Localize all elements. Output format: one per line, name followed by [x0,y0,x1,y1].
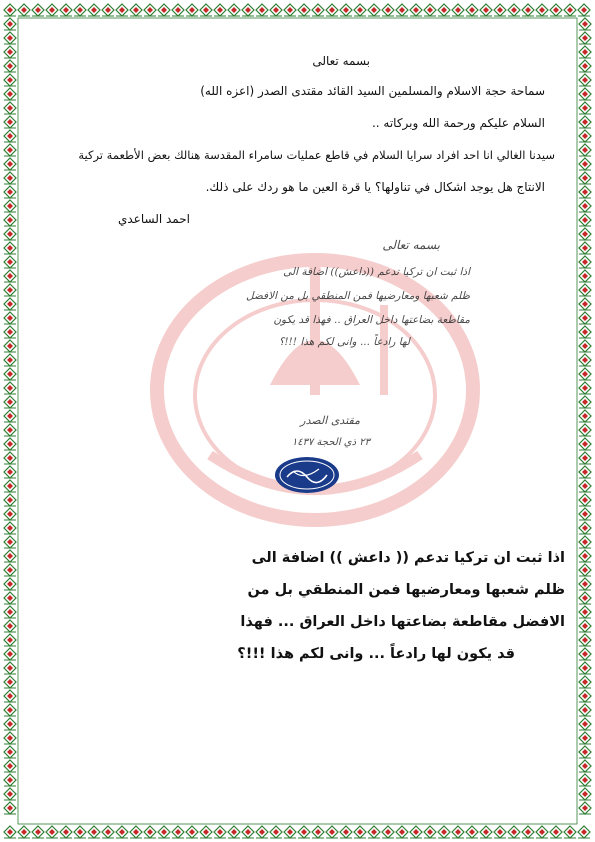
handwritten-line-4: لها رادعاً ... وانى لكم هذا !!!؟ [278,336,410,348]
letter-sender: احمد الساعدي [117,212,190,226]
letter-salutation-title: بسمه تعالى [312,54,370,68]
typed-reply-line-4: قد يكون لها رادعاً ... وانى لكم هذا !!!؟ [237,646,515,662]
letter-greeting: السلام عليكم ورحمة الله وبركاته .. [371,116,545,130]
typed-reply-line-1: اذا ثبت ان تركيا تدعم (( داعش )) اضافة الى [251,550,565,566]
handwritten-title: بسمه تعالى [382,238,440,252]
handwritten-reply [220,232,480,482]
handwritten-line-3: مقاطعة بضاعتها داخل العراق .. فهذا قد يكون [273,314,470,326]
handwritten-line-2: ظلم شعبها ومعارضيها فمن المنطقي بل من الافضل [246,290,470,302]
handwritten-signature: مقتدى الصدر [300,414,360,427]
handwritten-date: ٢٣ ذي الحجة ١٤٣٧ [291,437,370,448]
typed-letter [40,40,555,240]
typed-reply-line-2: ظلم شعبها ومعارضيها فمن المنطقي بل من [247,582,565,598]
typed-reply [180,540,565,680]
typed-reply-line-3: الافضل مقاطعة بضاعتها داخل العراق ... فهذا [240,614,565,630]
handwritten-line-1: اذا ثبت ان تركيا تدعم ((داعش)) اضافة الى [283,266,470,278]
official-seal [273,455,341,495]
letter-body-line-1: سيدنا الغالي انا احد افراد سرايا السلام في قاطع عمليات سامراء المقدسة هنالك بعض الأطعمة تركية [78,148,555,162]
letter-addressee: سماحة حجة الاسلام والمسلمين السيد القائد مقتدى الصدر (اعزه الله) [200,84,545,98]
letter-body-line-2: الانتاج هل يوجد اشكال في تناولها؟ يا قرة العين ما هو ردك على ذلك. [205,180,545,194]
